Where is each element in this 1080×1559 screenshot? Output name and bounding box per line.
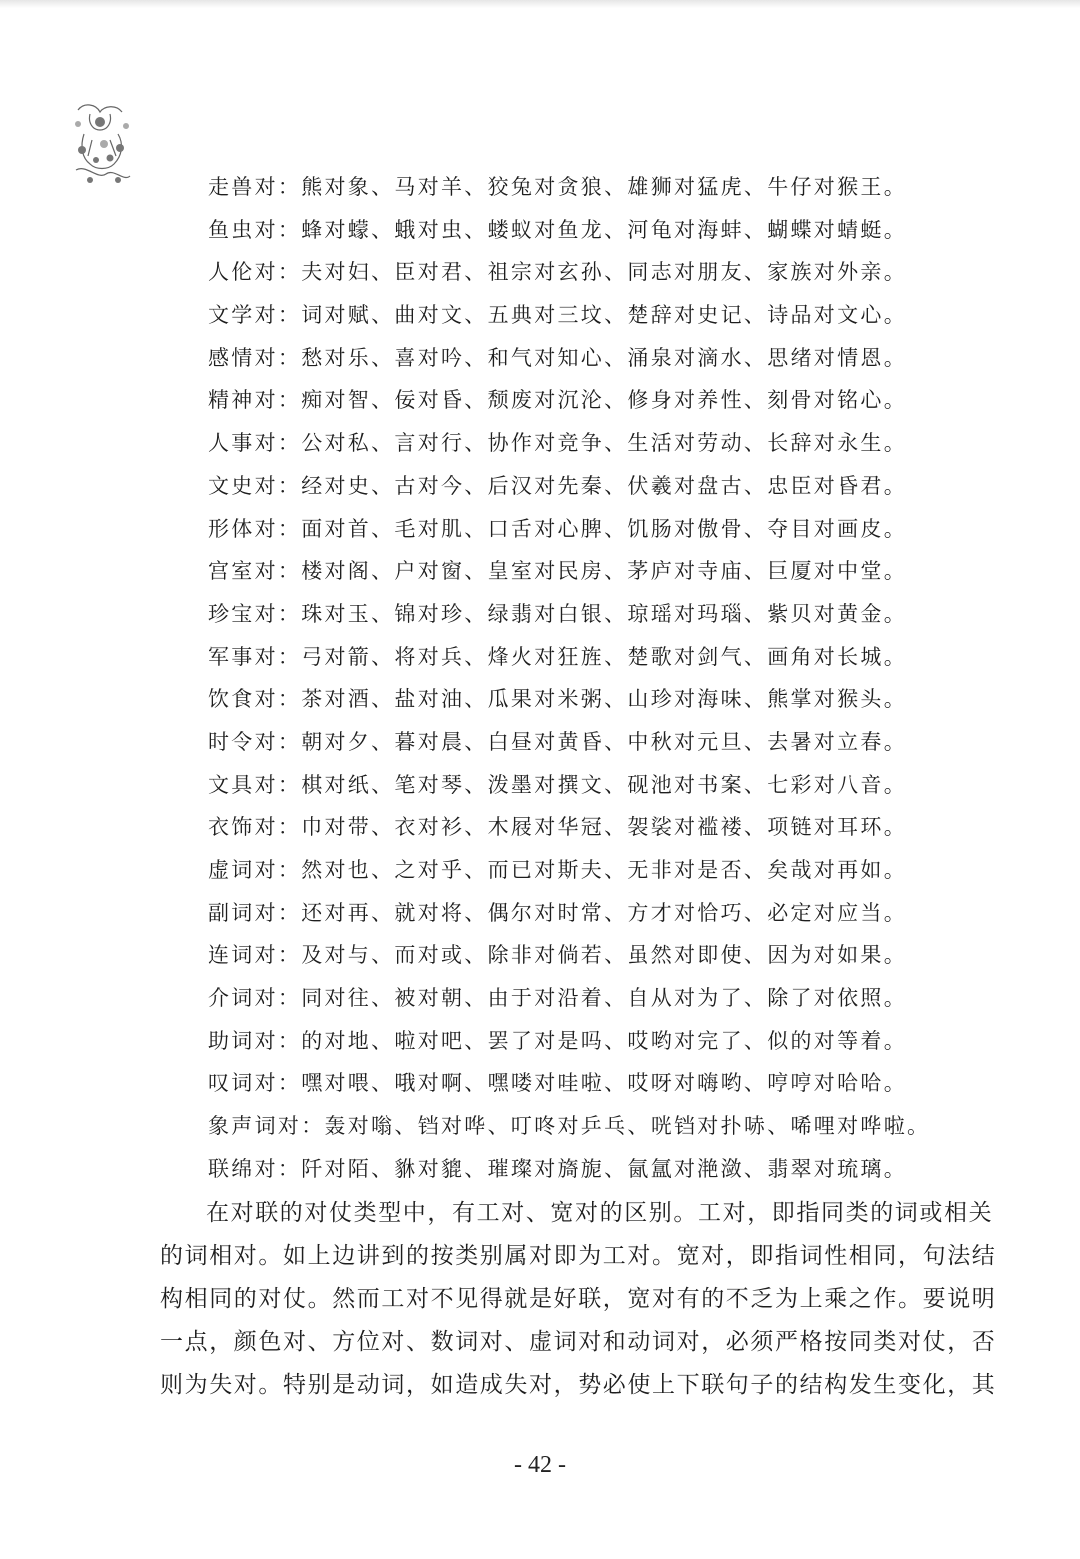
pair-category: 走兽对：	[208, 175, 302, 199]
pair-category: 联绵对：	[208, 1156, 302, 1181]
pair-category: 文史对：	[208, 473, 302, 498]
pair-category: 军事对：	[208, 644, 302, 669]
pair-text: 及对与、而对或、除非对倘若、虽然对即使、因为对如果。	[301, 943, 908, 968]
pair-category: 介词对：	[208, 986, 302, 1011]
pair-text: 面对首、毛对肌、口舌对心脾、饥肠对傲骨、夺目对画皮。	[301, 516, 908, 541]
pair-category: 文学对：	[208, 303, 302, 328]
pair-text: 茶对酒、盐对油、瓜果对米粥、山珍对海味、熊掌对猴头。	[301, 687, 908, 712]
pair-line	[208, 678, 968, 721]
pair-category: 宫室对：	[208, 559, 302, 584]
pair-category: 助词对：	[208, 1028, 302, 1053]
pair-category: 形体对：	[208, 516, 302, 541]
pair-text: 还对再、就对将、偶尔对时常、方才对恰巧、必定对应当。	[301, 900, 908, 925]
pair-category: 副词对：	[208, 900, 302, 925]
pair-category: 精神对：	[208, 388, 302, 413]
paragraph-line: 在对联的对仗类型中，有工对、宽对的区别。工对，即指同类的词或相关	[206, 1200, 994, 1226]
pair-line	[208, 721, 968, 764]
paragraph-line: 的词相对。如上边讲到的按类别属对即为工对。宽对，即指词性相同，句法结	[160, 1243, 997, 1269]
paragraph-line: 构相同的对仗。然而工对不见得就是好联，宽对有的不乏为上乘之作。要说明	[160, 1286, 997, 1312]
pair-line	[208, 337, 968, 380]
pair-line	[208, 636, 968, 679]
pair-category: 感情对：	[208, 345, 302, 370]
pair-text: 经对史、古对今、后汉对先秦、伏羲对盘古、忠臣对昏君。	[301, 473, 908, 498]
pair-line	[208, 806, 968, 849]
pair-line	[208, 465, 968, 508]
pair-category: 人事对：	[208, 431, 302, 456]
pair-text: 朝对夕、暮对晨、白昼对黄昏、中秋对元旦、去暑对立春。	[301, 729, 908, 754]
paragraph-line: 一点，颜色对、方位对、数词对、虚词对和动词对，必须严格按同类对仗，否	[160, 1329, 997, 1355]
pair-line	[208, 294, 968, 337]
pair-text: 的对地、啦对吧、罢了对是吗、哎哟对完了、似的对等着。	[301, 1028, 908, 1053]
pair-category: 饮食对：	[208, 687, 302, 712]
pair-category: 文具对：	[208, 772, 302, 797]
pair-category: 衣饰对：	[208, 815, 302, 840]
pair-list	[208, 166, 968, 1191]
pair-text: 棋对纸、笔对琴、泼墨对撰文、砚池对书案、七彩对八音。	[301, 772, 908, 797]
pair-line	[208, 1062, 968, 1105]
pair-text: 痴对智、佞对昏、颓废对沉沦、修身对养性、刻骨对铭心。	[301, 388, 908, 413]
pair-category: 时令对：	[208, 729, 302, 754]
page-number: - 42 -	[514, 1452, 566, 1478]
pair-text: 阡对陌、貅对貔、璀璨对旖旎、氤氲对滟潋、翡翠对琉璃。	[301, 1156, 908, 1181]
pair-text: 夫对妇、臣对君、祖宗对玄孙、同志对朋友、家族对外亲。	[301, 260, 908, 285]
page-top-shadow	[0, 0, 1080, 8]
pair-category: 象声词对：	[208, 1114, 325, 1139]
pair-line	[208, 166, 968, 209]
pair-text: 然对也、之对乎、而已对斯夫、无非对是否、矣哉对再如。	[301, 858, 908, 882]
pair-line	[208, 593, 968, 636]
decorative-figure-icon	[70, 100, 134, 188]
pair-category: 叹词对：	[208, 1071, 302, 1096]
pair-text: 轰对嗡、铛对哗、叮咚对乒乓、咣铛对扑哧、唏哩对哗啦。	[324, 1114, 931, 1139]
pair-text: 弓对箭、将对兵、烽火对狂旌、楚歌对剑气、画角对长城。	[301, 644, 908, 669]
pair-text: 楼对阁、户对窗、皇室对民房、茅庐对寺庙、巨厦对中堂。	[301, 559, 908, 584]
pair-line	[208, 1148, 968, 1191]
pair-text: 愁对乐、喜对吟、和气对知心、涌泉对滴水、思绪对情恩。	[301, 345, 908, 370]
pair-line	[208, 379, 968, 422]
pair-line	[208, 1020, 968, 1063]
body-paragraph	[160, 1192, 997, 1407]
pair-category: 鱼虫对：	[208, 217, 302, 242]
pair-text: 公对私、言对行、协作对竞争、生活对劳动、长辞对永生。	[301, 431, 908, 456]
pair-text: 嘿对喂、哦对啊、嘿喽对哇啦、哎呀对嗨哟、哼哼对哈哈。	[301, 1071, 908, 1096]
pair-text: 蜂对蠓、蛾对虫、蝼蚁对鱼龙、河龟对海蚌、蝴蝶对蜻蜓。	[301, 217, 908, 242]
pair-line	[208, 892, 968, 935]
pair-line	[208, 849, 968, 892]
pair-text: 词对赋、曲对文、五典对三坟、楚辞对史记、诗品对文心。	[301, 303, 908, 328]
pair-line	[208, 764, 968, 807]
paragraph-line: 则为失对。特别是动词，如造成失对，势必使上下联句子的结构发生变化，其	[160, 1372, 997, 1398]
pair-category: 虚词对：	[208, 858, 302, 882]
pair-line	[208, 1105, 968, 1148]
pair-line	[208, 934, 968, 977]
pair-line	[208, 422, 968, 465]
pair-text: 熊对象、马对羊、狡兔对贪狼、雄狮对猛虎、牛仔对猴王。	[301, 175, 908, 199]
pair-text: 巾对带、衣对衫、木屐对华冠、袈裟对褴褛、项链对耳环。	[301, 815, 908, 840]
pair-category: 珍宝对：	[208, 601, 302, 626]
pair-line	[208, 550, 968, 593]
pair-line	[208, 977, 968, 1020]
pair-text: 同对往、被对朝、由于对沿着、自从对为了、除了对依照。	[301, 986, 908, 1011]
pair-category: 人伦对：	[208, 260, 302, 285]
pair-text: 珠对玉、锦对珍、绿翡对白银、琼瑶对玛瑙、紫贝对黄金。	[301, 601, 908, 626]
pair-category: 连词对：	[208, 943, 302, 968]
pair-line	[208, 251, 968, 294]
pair-line	[208, 209, 968, 252]
pair-line	[208, 508, 968, 551]
